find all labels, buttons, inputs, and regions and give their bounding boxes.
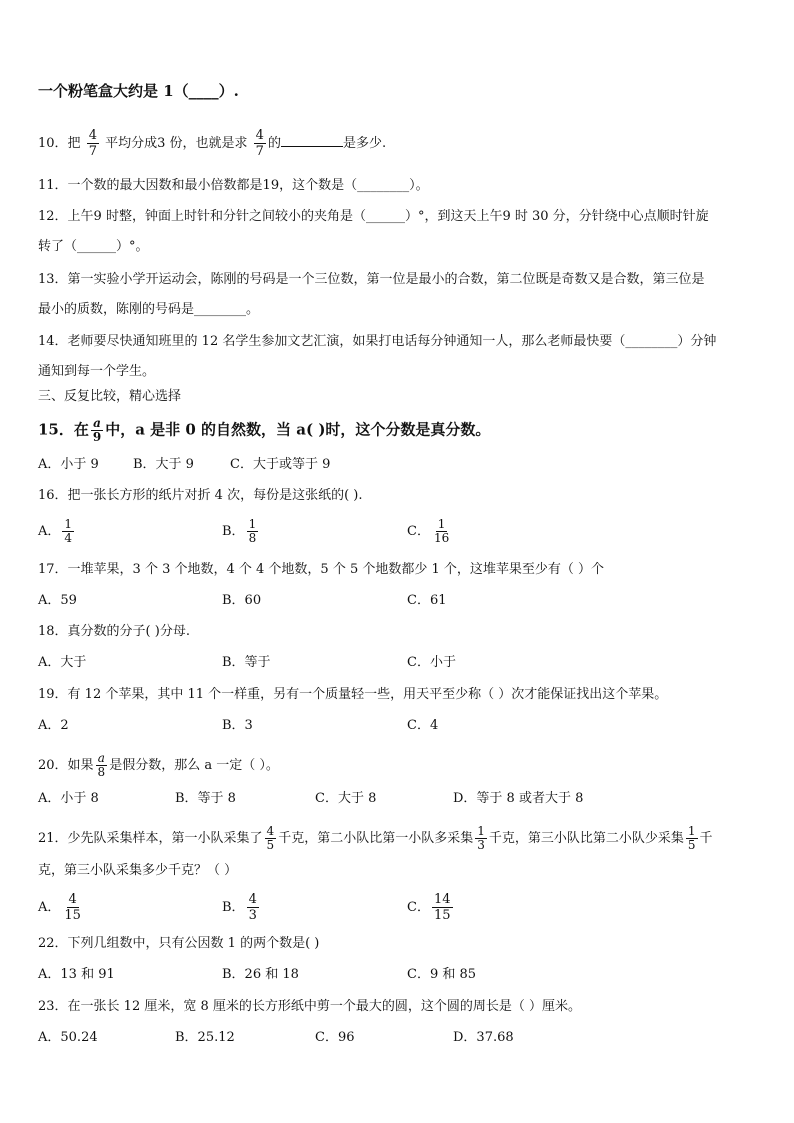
q23-option-b[interactable]: B．25.12 (175, 1030, 235, 1045)
q21-fraction-3: $\frac{1}{5}$ (687, 824, 696, 852)
q22-option-b[interactable]: B．26 和 18 (222, 967, 299, 982)
question-19: 19．有 12 个苹果，其中 11 个一样重，另有一个质量轻一些，用天平至少称（ ）次才能保证找出这个苹果。 (38, 687, 668, 702)
q16-option-c-fraction: $\frac{1}{16}$ (433, 517, 450, 545)
question-20: 20．如果 $\frac{a}{8}$ 是假分数，那么 a 一定（ ）。 (38, 751, 279, 779)
q10-fraction-2: $\frac{4}{7}$ (255, 128, 264, 159)
q21-option-c-fraction: $\frac{14}{15}$ (433, 892, 451, 923)
q16-option-a[interactable]: A． $\frac{1}{4}$ (38, 517, 73, 545)
question-17: 17．一堆苹果，3 个 3 个地数，4 个 4 个地数，5 个 5 个地数都少 1 个，这堆苹果至少有（ ）个 (38, 562, 605, 577)
q21-option-a-fraction: $\frac{4}{15}$ (64, 892, 81, 923)
q17-option-a[interactable]: A．59 (38, 593, 77, 608)
question-18: 18．真分数的分子( )分母. (38, 624, 190, 639)
question-21-line-1: 21．少先队采集样本，第一小队采集了 $\frac{4}{5}$ 千克，第二小队比第一小队多采集 $\frac{1}{3}$ 千克，第三小队比第二小队少采集 $\frac{1}{5}$ 千 (38, 824, 713, 852)
q15-option-b[interactable]: B．大于 9 (133, 457, 194, 472)
q22-option-a[interactable]: A．13 和 91 (38, 967, 115, 982)
q16-option-b-fraction: $\frac{1}{8}$ (248, 517, 257, 545)
q17-option-c[interactable]: C．61 (407, 593, 447, 608)
q21-option-c[interactable]: C． $\frac{14}{15}$ (407, 892, 451, 923)
q10-answer-blank[interactable] (281, 146, 343, 147)
q10-number: 10．把 (38, 136, 81, 151)
q15-option-a[interactable]: A．小于 9 (38, 457, 99, 472)
q21-option-b-fraction: $\frac{4}{3}$ (248, 892, 257, 923)
q21-fraction-1: $\frac{4}{5}$ (266, 824, 275, 852)
q20-option-b[interactable]: B．等于 8 (175, 791, 236, 806)
q22-option-c[interactable]: C．9 和 85 (407, 967, 477, 982)
question-22: 22．下列几组数中，只有公因数 1 的两个数是( ) (38, 936, 320, 951)
question-16: 16．把一张长方形的纸片对折 4 次，每份是这张纸的( ). (38, 488, 363, 503)
q23-option-a[interactable]: A．50.24 (38, 1030, 98, 1045)
q15-fraction: $\frac{a}{9}$ (92, 416, 102, 444)
q16-option-b[interactable]: B． $\frac{1}{8}$ (222, 517, 257, 545)
q23-option-d[interactable]: D．37.68 (453, 1030, 514, 1045)
q21-option-b[interactable]: B． $\frac{4}{3}$ (222, 892, 257, 923)
question-21-line-2: 克，第三小队采集多少千克？（ ） (38, 863, 238, 878)
question-12-line-1: 12．上午9 时整，钟面上时针和分针之间较小的夹角是（______）°，到这天上午9 时 30 分，分针绕中心点顺时针旋 (38, 209, 709, 224)
q19-option-b[interactable]: B．3 (222, 718, 253, 733)
question-13-line-1: 13．第一实验小学开运动会，陈刚的号码是一个三位数，第一位是最小的合数，第二位既是奇数又是合数，第三位是 (38, 272, 705, 287)
question-14-line-2: 通知到每一个学生。 (38, 364, 156, 379)
section-heading-3: 三、反复比较，精心选择 (38, 389, 182, 404)
q19-option-c[interactable]: C．4 (407, 718, 439, 733)
q17-option-b[interactable]: B．60 (222, 593, 262, 608)
question-23: 23．在一张长 12 厘米，宽 8 厘米的长方形纸中剪一个最大的圆，这个圆的周长是（ ）厘米。 (38, 999, 582, 1014)
question-11: 11．一个数的最大因数和最小倍数都是19，这个数是（________）。 (38, 178, 429, 193)
q18-option-c[interactable]: C．小于 (407, 655, 456, 670)
question-13-line-2: 最小的质数，陈刚的号码是________。 (38, 302, 260, 317)
question-14-line-1: 14．老师要尽快通知班里的 12 名学生参加文艺汇演，如果打电话每分钟通知一人，那么老师最快要（________）分钟 (38, 334, 717, 349)
q20-option-d[interactable]: D．等于 8 或者大于 8 (453, 791, 584, 806)
q20-fraction: $\frac{a}{8}$ (97, 751, 106, 779)
q21-option-a[interactable]: A． $\frac{4}{15}$ (38, 892, 81, 923)
q10-text-mid: 平均分成3 份，也就是求 (105, 136, 248, 151)
q21-fraction-2: $\frac{1}{3}$ (477, 824, 485, 852)
q16-option-c[interactable]: C． $\frac{1}{16}$ (407, 517, 450, 545)
question-line-top: 一个粉笔盒大约是 1（____）. (38, 82, 239, 100)
question-10: 10．把 $\frac{4}{7}$ 平均分成3 份，也就是求 $\frac{4}{7}$ 的 是多少. (38, 128, 387, 159)
q18-option-a[interactable]: A．大于 (38, 655, 87, 670)
question-15: 15．在 $\frac{a}{9}$ 中，a 是非 0 的自然数，当 a( )时，这个分数是真分数。 (38, 416, 491, 444)
q20-option-a[interactable]: A．小于 8 (38, 791, 99, 806)
q15-option-c[interactable]: C．大于或等于 9 (230, 457, 331, 472)
q16-option-a-fraction: $\frac{1}{4}$ (64, 517, 73, 545)
q19-option-a[interactable]: A．2 (38, 718, 69, 733)
question-12-line-2: 转了（______）°。 (38, 239, 149, 254)
q10-fraction-1: $\frac{4}{7}$ (88, 128, 97, 159)
q20-option-c[interactable]: C．大于 8 (315, 791, 377, 806)
q23-option-c[interactable]: C．96 (315, 1030, 355, 1045)
q18-option-b[interactable]: B．等于 (222, 655, 271, 670)
